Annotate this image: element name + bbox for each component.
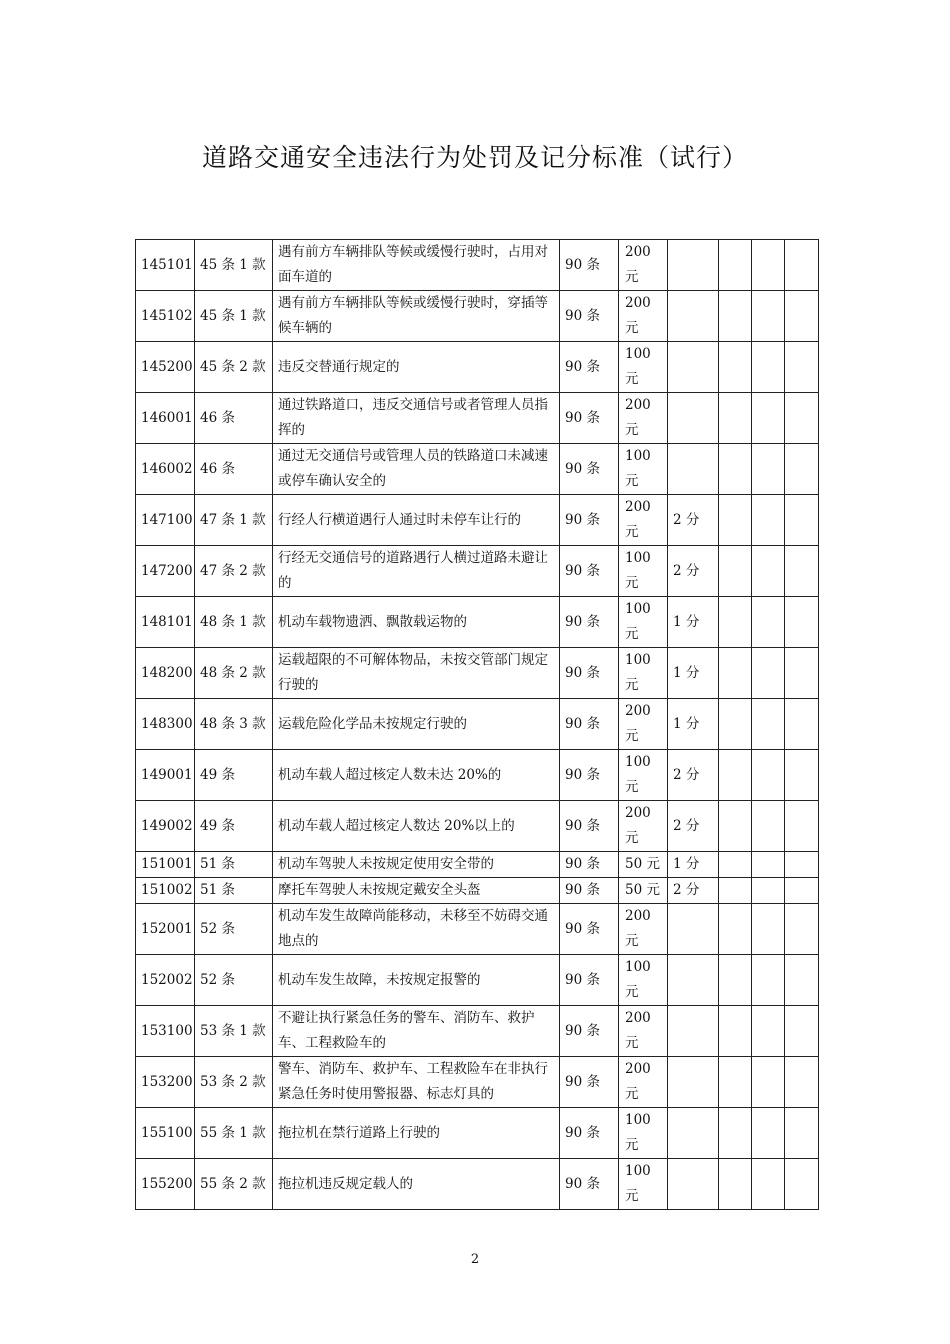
empty-cell bbox=[752, 546, 785, 597]
empty-cell bbox=[719, 699, 752, 750]
article-cell: 48 条 2 款 bbox=[195, 648, 273, 699]
law-article-cell: 90 条 bbox=[560, 852, 619, 878]
description-cell: 行经无交通信号的道路遇行人横过道路未避让的 bbox=[273, 546, 560, 597]
points-cell bbox=[668, 342, 719, 393]
description-cell: 警车、消防车、救护车、工程救险车在非执行紧急任务时使用警报器、标志灯具的 bbox=[273, 1057, 560, 1108]
points-cell: 1 分 bbox=[668, 852, 719, 878]
points-cell bbox=[668, 240, 719, 291]
fine-cell: 100 元 bbox=[619, 546, 668, 597]
empty-cell bbox=[785, 342, 819, 393]
empty-cell bbox=[719, 444, 752, 495]
violation-code-cell: 149001 bbox=[136, 750, 195, 801]
table-row bbox=[136, 852, 819, 878]
empty-cell bbox=[785, 495, 819, 546]
violation-code-cell: 149002 bbox=[136, 801, 195, 852]
law-article-cell: 90 条 bbox=[560, 495, 619, 546]
law-article-cell: 90 条 bbox=[560, 546, 619, 597]
points-cell: 1 分 bbox=[668, 699, 719, 750]
page-number: 2 bbox=[470, 1252, 480, 1267]
article-cell: 47 条 1 款 bbox=[195, 495, 273, 546]
points-cell: 1 分 bbox=[668, 648, 719, 699]
table-row bbox=[136, 444, 819, 495]
points-cell bbox=[668, 444, 719, 495]
empty-cell bbox=[752, 1057, 785, 1108]
description-cell: 行经人行横道遇行人通过时未停车让行的 bbox=[273, 495, 560, 546]
table-row bbox=[136, 904, 819, 955]
points-cell bbox=[668, 291, 719, 342]
empty-cell bbox=[752, 1108, 785, 1159]
empty-cell bbox=[785, 904, 819, 955]
law-article-cell: 90 条 bbox=[560, 1108, 619, 1159]
description-cell: 机动车发生故障，未按规定报警的 bbox=[273, 955, 560, 1006]
violation-code-cell: 148200 bbox=[136, 648, 195, 699]
empty-cell bbox=[719, 1159, 752, 1210]
empty-cell bbox=[785, 1057, 819, 1108]
points-cell bbox=[668, 1057, 719, 1108]
empty-cell bbox=[785, 393, 819, 444]
violation-code-cell: 155100 bbox=[136, 1108, 195, 1159]
violation-code-cell: 147100 bbox=[136, 495, 195, 546]
violation-code-cell: 145102 bbox=[136, 291, 195, 342]
article-cell: 47 条 2 款 bbox=[195, 546, 273, 597]
violation-code-cell: 153100 bbox=[136, 1006, 195, 1057]
empty-cell bbox=[785, 699, 819, 750]
article-cell: 49 条 bbox=[195, 750, 273, 801]
fine-cell: 100 元 bbox=[619, 444, 668, 495]
points-cell bbox=[668, 1159, 719, 1210]
empty-cell bbox=[785, 1006, 819, 1057]
empty-cell bbox=[785, 444, 819, 495]
law-article-cell: 90 条 bbox=[560, 1159, 619, 1210]
fine-cell: 200 元 bbox=[619, 904, 668, 955]
article-cell: 46 条 bbox=[195, 444, 273, 495]
empty-cell bbox=[752, 393, 785, 444]
fine-cell: 100 元 bbox=[619, 750, 668, 801]
points-cell bbox=[668, 955, 719, 1006]
description-cell: 通过无交通信号或管理人员的铁路道口未减速或停车确认安全的 bbox=[273, 444, 560, 495]
description-cell: 运载超限的不可解体物品，未按交管部门规定行驶的 bbox=[273, 648, 560, 699]
law-article-cell: 90 条 bbox=[560, 1006, 619, 1057]
table-row bbox=[136, 1159, 819, 1210]
violation-code-cell: 148101 bbox=[136, 597, 195, 648]
empty-cell bbox=[719, 546, 752, 597]
empty-cell bbox=[719, 291, 752, 342]
empty-cell bbox=[719, 1006, 752, 1057]
article-cell: 45 条 2 款 bbox=[195, 342, 273, 393]
empty-cell bbox=[785, 546, 819, 597]
table-row bbox=[136, 597, 819, 648]
fine-cell: 100 元 bbox=[619, 1108, 668, 1159]
points-cell bbox=[668, 393, 719, 444]
article-cell: 53 条 2 款 bbox=[195, 1057, 273, 1108]
empty-cell bbox=[719, 955, 752, 1006]
table-row bbox=[136, 291, 819, 342]
fine-cell: 200 元 bbox=[619, 495, 668, 546]
empty-cell bbox=[719, 240, 752, 291]
description-cell: 拖拉机违反规定载人的 bbox=[273, 1159, 560, 1210]
empty-cell bbox=[785, 955, 819, 1006]
points-cell: 2 分 bbox=[668, 801, 719, 852]
table-row bbox=[136, 878, 819, 904]
document-title: 道路交通安全违法行为处罚及记分标准（试行） bbox=[201, 143, 748, 172]
law-article-cell: 90 条 bbox=[560, 240, 619, 291]
description-cell: 机动车载人超过核定人数未达 20%的 bbox=[273, 750, 560, 801]
empty-cell bbox=[752, 240, 785, 291]
law-article-cell: 90 条 bbox=[560, 699, 619, 750]
empty-cell bbox=[785, 852, 819, 878]
law-article-cell: 90 条 bbox=[560, 648, 619, 699]
law-article-cell: 90 条 bbox=[560, 955, 619, 1006]
article-cell: 55 条 1 款 bbox=[195, 1108, 273, 1159]
empty-cell bbox=[752, 597, 785, 648]
table-row bbox=[136, 750, 819, 801]
empty-cell bbox=[719, 342, 752, 393]
table-row bbox=[136, 546, 819, 597]
points-cell bbox=[668, 1108, 719, 1159]
empty-cell bbox=[719, 495, 752, 546]
points-cell: 2 分 bbox=[668, 546, 719, 597]
empty-cell bbox=[752, 1006, 785, 1057]
empty-cell bbox=[785, 1108, 819, 1159]
article-cell: 52 条 bbox=[195, 904, 273, 955]
description-cell: 违反交替通行规定的 bbox=[273, 342, 560, 393]
fine-cell: 200 元 bbox=[619, 699, 668, 750]
fine-cell: 100 元 bbox=[619, 648, 668, 699]
empty-cell bbox=[752, 444, 785, 495]
empty-cell bbox=[785, 291, 819, 342]
table-row bbox=[136, 393, 819, 444]
points-cell bbox=[668, 904, 719, 955]
violation-code-cell: 152002 bbox=[136, 955, 195, 1006]
points-cell: 2 分 bbox=[668, 878, 719, 904]
penalty-table bbox=[135, 239, 819, 1210]
empty-cell bbox=[785, 1159, 819, 1210]
violation-code-cell: 145101 bbox=[136, 240, 195, 291]
article-cell: 48 条 1 款 bbox=[195, 597, 273, 648]
violation-code-cell: 151002 bbox=[136, 878, 195, 904]
fine-cell: 100 元 bbox=[619, 1159, 668, 1210]
empty-cell bbox=[785, 597, 819, 648]
description-cell: 拖拉机在禁行道路上行驶的 bbox=[273, 1108, 560, 1159]
table-row bbox=[136, 1006, 819, 1057]
article-cell: 46 条 bbox=[195, 393, 273, 444]
table-row bbox=[136, 955, 819, 1006]
empty-cell bbox=[752, 878, 785, 904]
empty-cell bbox=[719, 393, 752, 444]
law-article-cell: 90 条 bbox=[560, 1057, 619, 1108]
empty-cell bbox=[752, 648, 785, 699]
article-cell: 52 条 bbox=[195, 955, 273, 1006]
violation-code-cell: 146001 bbox=[136, 393, 195, 444]
empty-cell bbox=[752, 495, 785, 546]
violation-code-cell: 148300 bbox=[136, 699, 195, 750]
empty-cell bbox=[719, 904, 752, 955]
description-cell: 通过铁路道口，违反交通信号或者管理人员指挥的 bbox=[273, 393, 560, 444]
table-row bbox=[136, 240, 819, 291]
fine-cell: 100 元 bbox=[619, 342, 668, 393]
violation-code-cell: 155200 bbox=[136, 1159, 195, 1210]
table-row bbox=[136, 801, 819, 852]
article-cell: 55 条 2 款 bbox=[195, 1159, 273, 1210]
violation-code-cell: 146002 bbox=[136, 444, 195, 495]
fine-cell: 100 元 bbox=[619, 597, 668, 648]
points-cell: 1 分 bbox=[668, 597, 719, 648]
empty-cell bbox=[752, 750, 785, 801]
empty-cell bbox=[752, 801, 785, 852]
description-cell: 遇有前方车辆排队等候或缓慢行驶时，穿插等候车辆的 bbox=[273, 291, 560, 342]
article-cell: 48 条 3 款 bbox=[195, 699, 273, 750]
description-cell: 摩托车驾驶人未按规定戴安全头盔 bbox=[273, 878, 560, 904]
table-row bbox=[136, 699, 819, 750]
empty-cell bbox=[752, 342, 785, 393]
empty-cell bbox=[752, 852, 785, 878]
fine-cell: 50 元 bbox=[619, 852, 668, 878]
description-cell: 不避让执行紧急任务的警车、消防车、救护车、工程救险车的 bbox=[273, 1006, 560, 1057]
empty-cell bbox=[785, 648, 819, 699]
description-cell: 机动车载物遗洒、飘散载运物的 bbox=[273, 597, 560, 648]
description-cell: 运载危险化学品未按规定行驶的 bbox=[273, 699, 560, 750]
law-article-cell: 90 条 bbox=[560, 444, 619, 495]
empty-cell bbox=[752, 904, 785, 955]
fine-cell: 200 元 bbox=[619, 291, 668, 342]
table-row bbox=[136, 1057, 819, 1108]
table-row bbox=[136, 1108, 819, 1159]
empty-cell bbox=[785, 240, 819, 291]
law-article-cell: 90 条 bbox=[560, 904, 619, 955]
empty-cell bbox=[719, 750, 752, 801]
article-cell: 53 条 1 款 bbox=[195, 1006, 273, 1057]
law-article-cell: 90 条 bbox=[560, 393, 619, 444]
empty-cell bbox=[752, 291, 785, 342]
points-cell: 2 分 bbox=[668, 750, 719, 801]
empty-cell bbox=[719, 801, 752, 852]
fine-cell: 200 元 bbox=[619, 1057, 668, 1108]
empty-cell bbox=[785, 878, 819, 904]
empty-cell bbox=[719, 597, 752, 648]
empty-cell bbox=[785, 750, 819, 801]
empty-cell bbox=[719, 1108, 752, 1159]
fine-cell: 200 元 bbox=[619, 393, 668, 444]
law-article-cell: 90 条 bbox=[560, 291, 619, 342]
fine-cell: 200 元 bbox=[619, 1006, 668, 1057]
description-cell: 机动车载人超过核定人数达 20%以上的 bbox=[273, 801, 560, 852]
law-article-cell: 90 条 bbox=[560, 750, 619, 801]
law-article-cell: 90 条 bbox=[560, 597, 619, 648]
description-cell: 机动车发生故障尚能移动，未移至不妨碍交通地点的 bbox=[273, 904, 560, 955]
table-row bbox=[136, 648, 819, 699]
article-cell: 45 条 1 款 bbox=[195, 291, 273, 342]
violation-code-cell: 153200 bbox=[136, 1057, 195, 1108]
article-cell: 51 条 bbox=[195, 878, 273, 904]
empty-cell bbox=[719, 1057, 752, 1108]
article-cell: 45 条 1 款 bbox=[195, 240, 273, 291]
description-cell: 机动车驾驶人未按规定使用安全带的 bbox=[273, 852, 560, 878]
description-cell: 遇有前方车辆排队等候或缓慢行驶时，占用对面车道的 bbox=[273, 240, 560, 291]
law-article-cell: 90 条 bbox=[560, 878, 619, 904]
fine-cell: 200 元 bbox=[619, 801, 668, 852]
law-article-cell: 90 条 bbox=[560, 342, 619, 393]
points-cell: 2 分 bbox=[668, 495, 719, 546]
empty-cell bbox=[719, 852, 752, 878]
table-row bbox=[136, 342, 819, 393]
empty-cell bbox=[719, 648, 752, 699]
article-cell: 49 条 bbox=[195, 801, 273, 852]
violation-code-cell: 151001 bbox=[136, 852, 195, 878]
table-row bbox=[136, 495, 819, 546]
article-cell: 51 条 bbox=[195, 852, 273, 878]
fine-cell: 100 元 bbox=[619, 955, 668, 1006]
violation-code-cell: 147200 bbox=[136, 546, 195, 597]
empty-cell bbox=[752, 955, 785, 1006]
empty-cell bbox=[785, 801, 819, 852]
law-article-cell: 90 条 bbox=[560, 801, 619, 852]
fine-cell: 200 元 bbox=[619, 240, 668, 291]
empty-cell bbox=[752, 1159, 785, 1210]
empty-cell bbox=[719, 878, 752, 904]
violation-code-cell: 152001 bbox=[136, 904, 195, 955]
violation-code-cell: 145200 bbox=[136, 342, 195, 393]
fine-cell: 50 元 bbox=[619, 878, 668, 904]
points-cell bbox=[668, 1006, 719, 1057]
empty-cell bbox=[752, 699, 785, 750]
